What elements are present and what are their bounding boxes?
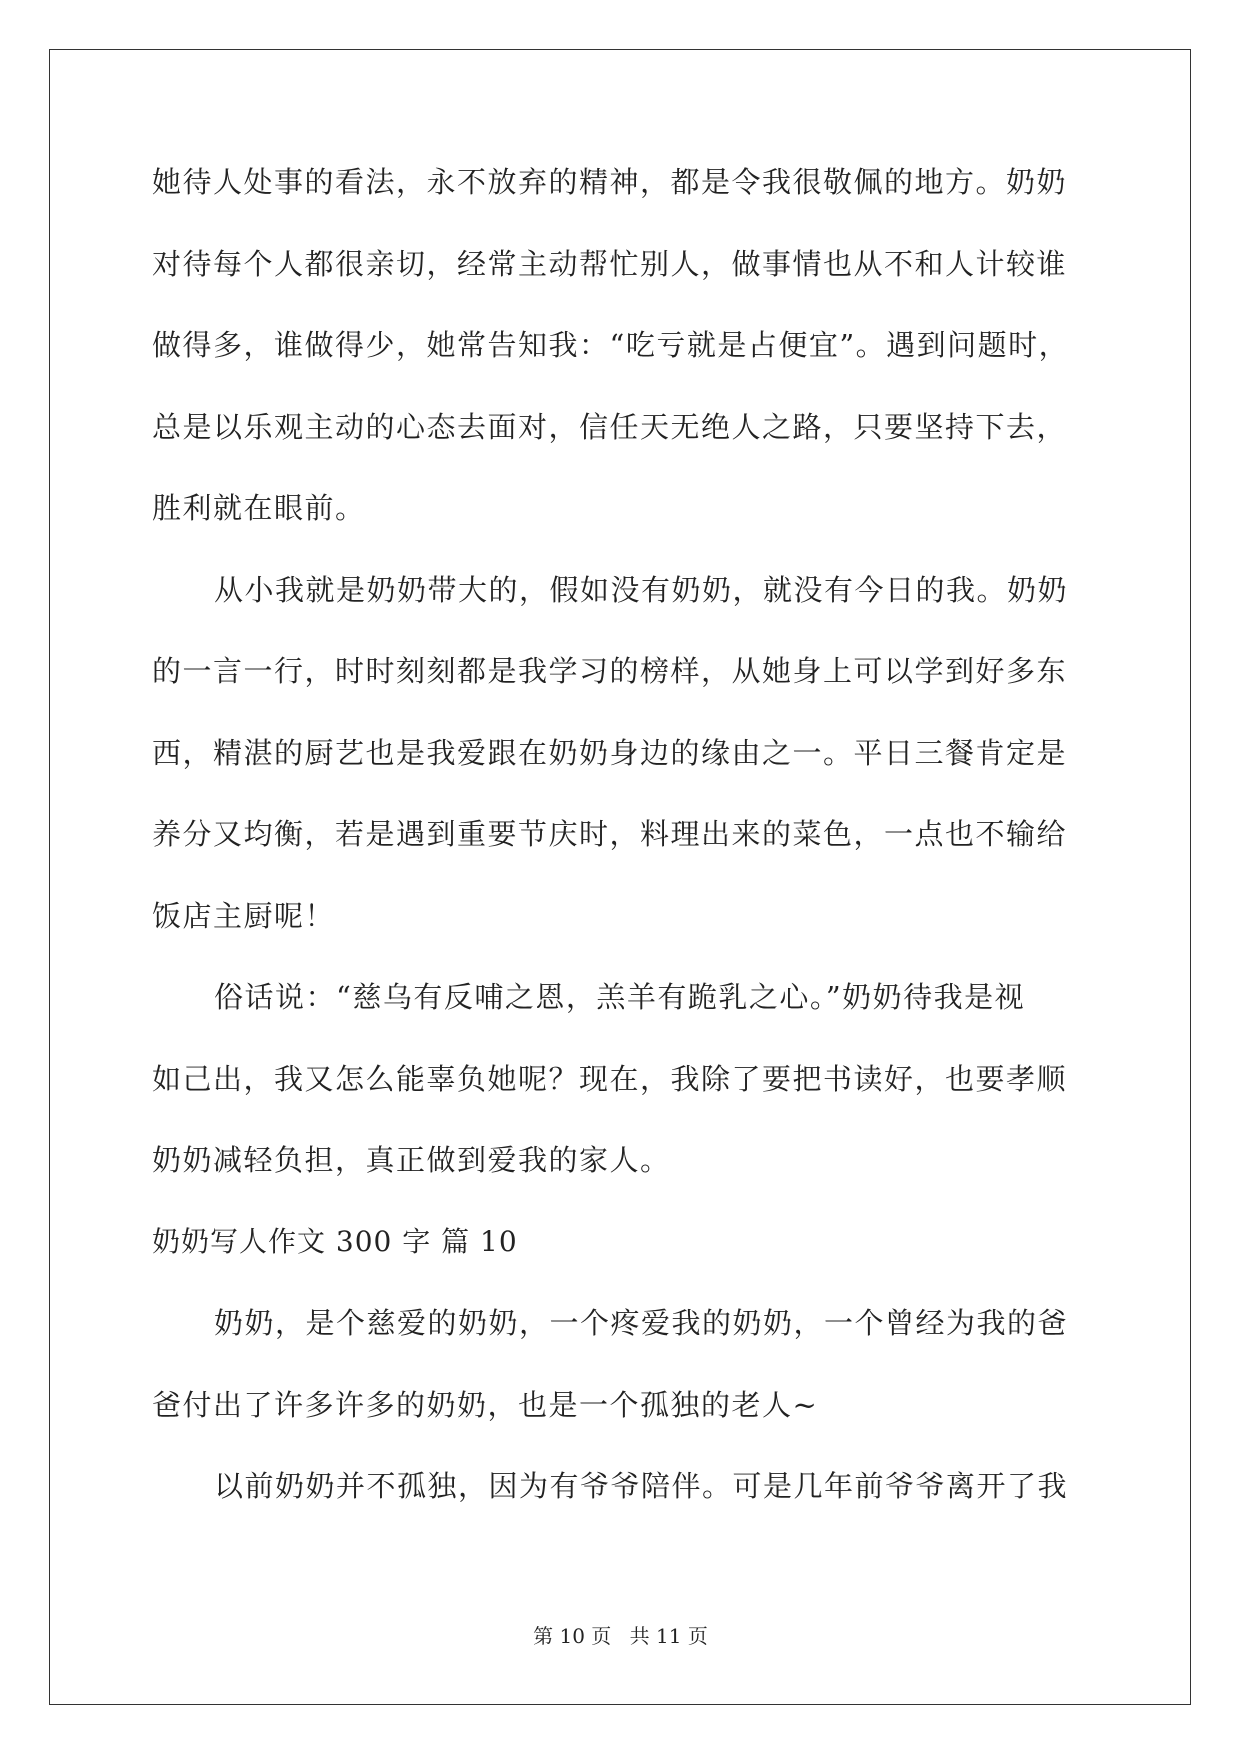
paragraph-line: 总是以乐观主动的心态去面对，信任天无绝人之路，只要坚持下去， [152,409,1068,444]
paragraph-line: 奶奶减轻负担，真正做到爱我的家人。 [152,1143,671,1177]
paragraph-line: 从小我就是奶奶带大的，假如没有奶奶，就没有今日的我。奶奶 [214,572,1069,607]
total-pages-label: 共 11 页 [629,1624,708,1648]
paragraph-line: 对待每个人都很亲切，经常主动帮忙别人，做事情也从不和人计较谁 [152,246,1068,281]
paragraph-line: 以前奶奶并不孤独，因为有爷爷陪伴。可是几年前爷爷离开了我 [214,1469,1069,1503]
page-footer [0,1620,1241,1649]
paragraph-line: 养分又均衡，若是遇到重要节庆时，料理出来的菜色，一点也不输给 [152,817,1068,851]
paragraph-line: 胜利就在眼前。 [152,491,366,525]
paragraph-line: 她待人处事的看法，永不放弃的精神，都是令我很敬佩的地方。奶奶 [152,165,1068,199]
paragraph-line: 做得多，谁做得少，她常告知我：“吃亏就是占便宜”。遇到问题时， [152,328,1070,362]
paragraph-line: 奶奶，是个慈爱的奶奶，一个疼爱我的奶奶，一个曾经为我的爸 [214,1306,1069,1340]
current-page-label: 第 10 页 [533,1624,612,1648]
paragraph-line: 的一言一行，时时刻刻都是我学习的榜样，从她身上可以学到好多东 [152,654,1068,688]
paragraph-line: 爸付出了许多许多的奶奶，也是一个孤独的老人~ [152,1387,819,1422]
section-heading: 奶奶写人作文 300 字 篇 10 [152,1224,518,1258]
document-body [152,152,1092,1538]
paragraph-line: 如己出，我又怎么能辜负她呢？现在，我除了要把书读好，也要孝顺 [152,1061,1068,1096]
paragraph-line: 饭店主厨呢！ [152,898,336,933]
paragraph-line: 西，精湛的厨艺也是我爱跟在奶奶身边的缘由之一。平日三餐肯定是 [152,735,1068,770]
paragraph-line: 俗话说：“慈乌有反哺之恩，羔羊有跪乳之心。”奶奶待我是视 [214,980,1026,1014]
